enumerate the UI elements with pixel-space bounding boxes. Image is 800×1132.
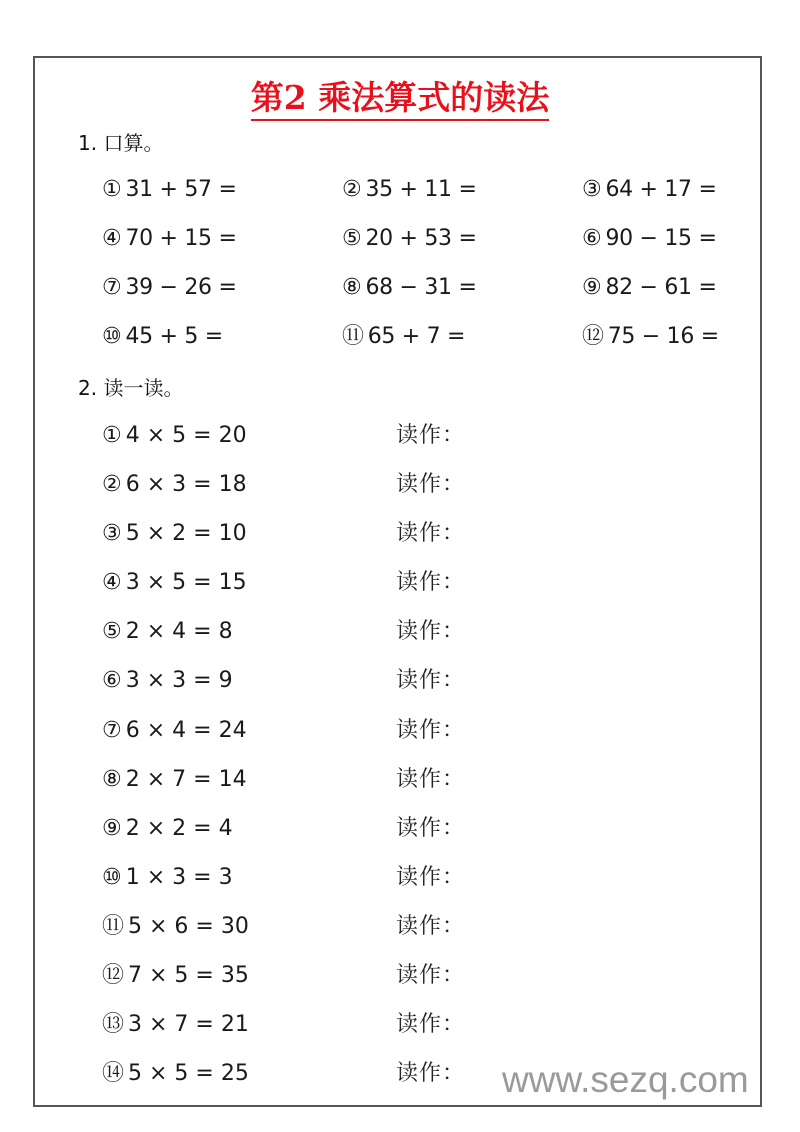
equation-text: 1 × 3 = 3	[125, 864, 233, 890]
item-number: ⑪	[102, 913, 125, 939]
item-number: ④	[102, 226, 122, 251]
equation-text: 4 × 5 = 20	[125, 423, 247, 448]
problem-expression: 35 + 11 =	[365, 177, 477, 202]
answer-blank[interactable]	[465, 909, 665, 939]
item-number: ⑤	[102, 619, 122, 645]
oral-problem	[582, 172, 742, 221]
read-as-label: 读作：	[396, 423, 466, 448]
item-number: ②	[342, 177, 362, 202]
equation	[102, 909, 396, 945]
oral-problem	[102, 172, 342, 221]
read-as-label: 读作：	[396, 619, 466, 645]
equation	[102, 516, 396, 552]
problem-expression: 65 + 7 =	[367, 324, 466, 349]
equation-text: 3 × 7 = 21	[128, 1012, 249, 1038]
oral-problem	[582, 221, 742, 270]
reading-item	[102, 958, 702, 1007]
oral-problem	[342, 172, 582, 221]
answer-blank[interactable]	[465, 467, 665, 497]
answer-blank[interactable]	[465, 860, 665, 890]
answer-blank[interactable]	[465, 958, 665, 988]
item-number: ①	[102, 423, 122, 448]
reading-item	[102, 663, 702, 712]
equation-text: 2 × 7 = 14	[125, 766, 247, 792]
equation	[102, 418, 396, 454]
oral-row	[102, 319, 742, 368]
equation	[102, 1007, 396, 1043]
equation-text: 5 × 6 = 30	[128, 913, 249, 939]
item-number: ④	[102, 570, 122, 596]
equation-text: 2 × 4 = 8	[125, 619, 233, 645]
item-number: ⑩	[102, 324, 122, 349]
read-as-label: 读作：	[396, 913, 466, 939]
read-as-label: 读作：	[396, 472, 466, 498]
item-number: ⑨	[582, 275, 602, 300]
answer-blank[interactable]	[465, 762, 665, 792]
item-number: ⑨	[102, 815, 122, 841]
section-oral-heading: 1. 口算。	[78, 131, 164, 155]
equation-text: 3 × 5 = 15	[125, 570, 247, 596]
equation	[102, 762, 396, 798]
section-read-heading: 2. 读一读。	[78, 376, 184, 400]
reading-item	[102, 418, 702, 467]
oral-problem	[582, 319, 742, 368]
answer-blank[interactable]	[465, 516, 665, 546]
oral-calculation-grid	[102, 172, 742, 368]
item-number: ⑩	[102, 864, 122, 890]
reading-item	[102, 811, 702, 860]
problem-expression: 45 + 5 =	[125, 324, 223, 349]
answer-blank[interactable]	[465, 614, 665, 644]
problem-expression: 90 − 15 =	[605, 226, 717, 251]
read-as-label: 读作：	[396, 864, 466, 890]
equation	[102, 467, 396, 503]
item-number: ⑫	[102, 963, 125, 989]
reading-item	[102, 516, 702, 565]
read-as-label: 读作：	[396, 717, 466, 743]
item-number: ⑧	[342, 275, 362, 300]
item-number: ⑫	[582, 324, 604, 349]
equation	[102, 860, 396, 896]
read-as-label: 读作：	[396, 963, 466, 989]
problem-expression: 82 − 61 =	[605, 275, 717, 300]
answer-blank[interactable]	[465, 418, 665, 448]
answer-blank[interactable]	[465, 565, 665, 595]
item-number: ⑤	[342, 226, 362, 251]
equation	[102, 958, 396, 994]
problem-expression: 31 + 57 =	[125, 177, 237, 202]
equation	[102, 614, 396, 650]
item-number: ⑭	[102, 1061, 125, 1087]
item-number: ⑬	[102, 1012, 125, 1038]
problem-expression: 39 − 26 =	[125, 275, 237, 300]
problem-expression: 75 − 16 =	[607, 324, 719, 349]
item-number: ③	[582, 177, 602, 202]
oral-problem	[342, 319, 582, 368]
item-number: ⑥	[582, 226, 602, 251]
problem-expression: 20 + 53 =	[365, 226, 477, 251]
reading-item	[102, 614, 702, 663]
equation	[102, 1056, 396, 1092]
equation-text: 5 × 5 = 25	[128, 1061, 249, 1087]
problem-expression: 64 + 17 =	[605, 177, 717, 202]
equation-text: 6 × 4 = 24	[125, 717, 247, 743]
oral-row	[102, 172, 742, 221]
reading-item	[102, 909, 702, 958]
reading-exercise-list	[102, 418, 702, 1105]
oral-problem	[102, 319, 342, 368]
item-number: ⑧	[102, 766, 122, 792]
read-as-label: 读作：	[396, 1012, 466, 1038]
watermark: www.sezq.com	[502, 1059, 749, 1100]
problem-expression: 70 + 15 =	[125, 226, 237, 251]
answer-blank[interactable]	[465, 1007, 665, 1037]
oral-row	[102, 221, 742, 270]
equation	[102, 663, 396, 699]
oral-problem	[102, 270, 342, 319]
reading-item	[102, 762, 702, 811]
oral-problem	[342, 221, 582, 270]
oral-problem	[342, 270, 582, 319]
reading-item	[102, 1007, 702, 1056]
oral-problem	[102, 221, 342, 270]
equation-text: 2 × 2 = 4	[125, 815, 233, 841]
item-number: ⑦	[102, 275, 122, 300]
problem-expression: 68 − 31 =	[365, 275, 477, 300]
item-number: ②	[102, 472, 122, 498]
item-number: ①	[102, 177, 122, 202]
answer-blank[interactable]	[465, 811, 665, 841]
read-as-label: 读作：	[396, 668, 466, 694]
oral-row	[102, 270, 742, 319]
equation	[102, 811, 396, 847]
read-as-label: 读作：	[396, 570, 466, 596]
item-number: ③	[102, 521, 122, 547]
reading-item	[102, 565, 702, 614]
title-text: 第2 乘法算式的读法	[251, 78, 549, 121]
answer-blank[interactable]	[465, 663, 665, 693]
equation-text: 6 × 3 = 18	[125, 472, 247, 498]
read-as-label: 读作：	[396, 1061, 466, 1087]
reading-item	[102, 467, 702, 516]
oral-problem	[582, 270, 742, 319]
answer-blank[interactable]	[465, 713, 665, 743]
read-as-label: 读作：	[396, 815, 466, 841]
equation-text: 3 × 3 = 9	[125, 668, 233, 694]
item-number: ⑪	[342, 324, 364, 349]
equation-text: 5 × 2 = 10	[125, 521, 247, 547]
equation-text: 7 × 5 = 35	[128, 963, 249, 989]
worksheet-title	[0, 76, 800, 121]
item-number: ⑦	[102, 717, 122, 743]
read-as-label: 读作：	[396, 766, 466, 792]
reading-item	[102, 860, 702, 909]
read-as-label: 读作：	[396, 521, 466, 547]
equation	[102, 713, 396, 749]
reading-item	[102, 713, 702, 762]
equation	[102, 565, 396, 601]
item-number: ⑥	[102, 668, 122, 694]
